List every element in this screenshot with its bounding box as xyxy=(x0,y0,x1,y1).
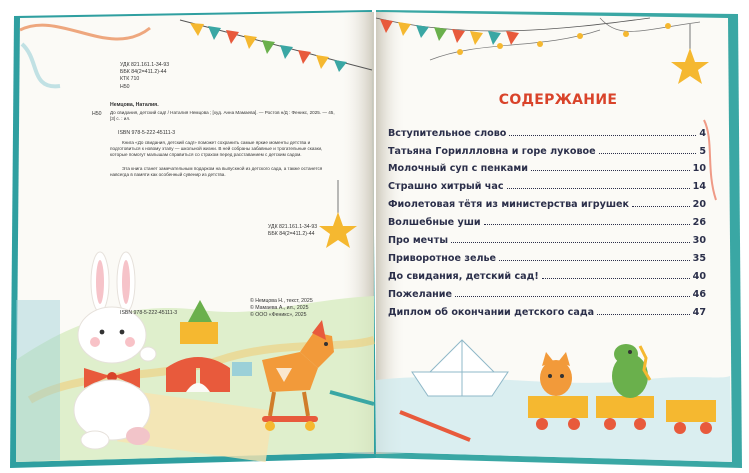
bbk-code-bottom: ББК 84(2=411.2)-44 xyxy=(268,231,315,237)
toc-row xyxy=(388,304,706,318)
toc-item-page: 14 xyxy=(692,181,706,192)
toc-row xyxy=(388,214,706,228)
copyright-illustrator: © Мамаева А., ил., 2025 xyxy=(250,305,309,311)
toc-item-label: Фиолетовая тётя из министерства игрушек xyxy=(388,199,630,210)
toc-item-page: 40 xyxy=(692,271,706,282)
bbk-code: ББК 84(2=411.2)-44 xyxy=(120,69,167,75)
isbn-top: ISBN 978-5-222-45111-3 xyxy=(118,130,176,136)
toc-leader-dots xyxy=(509,134,696,136)
copyright-author: © Немцова Н., текст, 2025 xyxy=(250,298,313,304)
isbn-bottom: ISBN 978-5-222-45111-3 xyxy=(120,310,178,316)
toc-item-label: Диплом об окончании детского сада xyxy=(388,307,595,318)
author-code-side: Н50 xyxy=(92,111,102,117)
toc-row xyxy=(388,125,706,139)
toc-item-label: До свидания, детский сад! xyxy=(388,271,539,282)
toc-item-page: 5 xyxy=(699,146,706,157)
toc-item-page: 26 xyxy=(692,217,706,228)
toc-row xyxy=(388,286,706,300)
toc-item-label: Приворотное зелье xyxy=(388,253,497,264)
toc-leader-dots xyxy=(531,169,690,171)
toc-leader-dots xyxy=(451,241,690,243)
toc-leader-dots xyxy=(597,313,690,315)
udk-code-bottom: УДК 821.161.1-34-93 xyxy=(268,224,318,230)
toc-item-page: 46 xyxy=(692,289,706,300)
author-name: Немцова, Наталия. xyxy=(110,102,159,108)
toc-leader-dots xyxy=(542,277,690,279)
toc-title: СОДЕРЖАНИЕ xyxy=(498,92,618,108)
toc-row xyxy=(388,232,706,246)
toc-row xyxy=(388,196,706,210)
toc-item-page: 20 xyxy=(692,199,706,210)
bibliographic-entry: До свидания, детский сад! / Наталия Немцова ; [худ. Анна Мамаева]. — Ростов н/Д : Феникс, 2025. — 45, [3] с. : ил. xyxy=(110,110,335,122)
toc-row xyxy=(388,178,706,192)
toc-row xyxy=(388,160,706,174)
toc-item-page: 4 xyxy=(699,128,706,139)
toc-item-label: Про мечты xyxy=(388,235,448,246)
annotation-paragraph-2: Эта книга станет замечательным подарком на выпускной из детского сада, а также останется навсегда в памяти как особенный сувенир из детства. xyxy=(110,166,323,178)
toc-leader-dots xyxy=(484,223,690,225)
toc-item-page: 30 xyxy=(692,235,706,246)
udk-code: УДК 821.161.1-34-93 xyxy=(120,62,170,68)
ktk-code: КТК 710 xyxy=(120,76,140,82)
toc-item-label: Молочный суп с пенками xyxy=(388,163,528,174)
toc-item-page: 35 xyxy=(692,253,706,264)
toc-row xyxy=(388,143,706,157)
toc-item-label: Волшебные уши xyxy=(388,217,481,228)
toc-item-label: Вступительное слово xyxy=(388,128,507,139)
toc-leader-dots xyxy=(499,259,690,261)
copyright-publisher: © ООО «Феникс», 2025 xyxy=(250,312,307,318)
annotation-paragraph-1: Книга «До свидания, детский сад!» поможет сохранить самые яркие моменты детства и подготовиться к новому этапу — школьной жизни. В ней собраны забавные и трогательные сказки, которые помогут малышам справиться со страхом перед расставанием с детским садом. xyxy=(110,140,323,158)
toc-item-label: Пожелание xyxy=(388,289,453,300)
toc-item-label: Татьяна Гориллловна и горе луковое xyxy=(388,146,596,157)
toc-row xyxy=(388,250,706,264)
toc-leader-dots xyxy=(599,152,697,154)
toc-item-label: Страшно хитрый час xyxy=(388,181,504,192)
toc-leader-dots xyxy=(455,295,690,297)
toc-leader-dots xyxy=(507,187,690,189)
author-code: Н50 xyxy=(120,84,130,90)
toc-item-page: 47 xyxy=(692,307,706,318)
toc-leader-dots xyxy=(632,205,690,207)
toc-row xyxy=(388,268,706,282)
toc-item-page: 10 xyxy=(692,163,706,174)
